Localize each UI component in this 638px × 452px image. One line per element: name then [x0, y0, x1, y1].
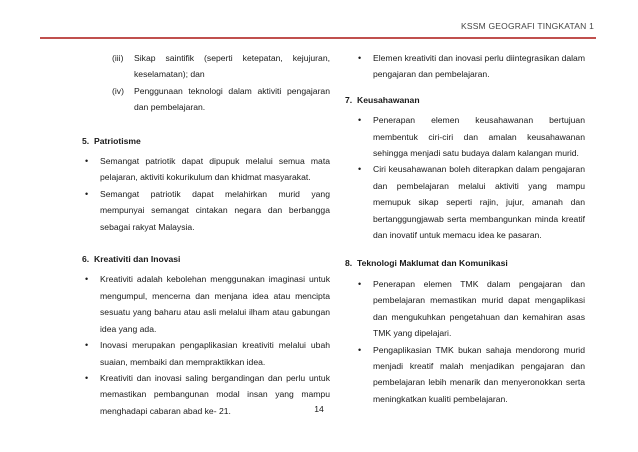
section-title-text: Patriotisme: [94, 135, 141, 146]
section-heading-kreativiti: [82, 251, 330, 267]
bullet-icon: •: [85, 156, 89, 167]
left-column: [82, 50, 330, 419]
section-title-text: Kreativiti dan Inovasi: [94, 254, 181, 265]
bullet-text: Inovasi merupakan pengaplikasian kreativiti melalui ubah suaian, membaiki dan mempraktikkan idea.: [100, 340, 330, 367]
sub-item-number: (iii): [112, 53, 124, 63]
bullet-item: [345, 50, 585, 83]
bullet-item: [345, 112, 585, 161]
section-number: 6.: [82, 254, 90, 265]
bullet-icon: •: [358, 278, 362, 289]
bullet-item: [345, 276, 585, 342]
section-heading-patriotisme: [82, 133, 330, 149]
bullet-icon: •: [358, 53, 362, 63]
bullet-icon: •: [358, 164, 362, 175]
bullet-icon: •: [85, 372, 89, 383]
bullet-text: Kreativiti adalah kebolehan menggunakan imaginasi untuk mengumpul, mencerna dan menjana idea atau mencipta sesuatu yang baharu atau asli melalui ilham atau gabungan idea yang ada.: [100, 274, 330, 334]
section-number: 7.: [345, 94, 353, 105]
bullet-text: Ciri keusahawanan boleh diterapkan dalam pengajaran dan pembelajaran melalui aktiviti yang mampu memupuk sikap seperti rajin, jujur, amanah dan bertanggungjawab serta membangunkan minda kreatif dan inovatif untuk memacu idea ke pasaran.: [373, 164, 585, 241]
bullet-text: Pengaplikasian TMK bukan sahaja mendorong murid menjadi kreatif malah menjadikan pengajaran dan pembelajaran lebih menarik dan menyeronokkan serta meningkatkan kualiti pembelajaran.: [373, 344, 585, 404]
bullet-text: Elemen kreativiti dan inovasi perlu diintegrasikan dalam pengajaran dan pembelajaran.: [373, 53, 585, 80]
bullet-icon: •: [358, 115, 362, 126]
section-title-text: Teknologi Maklumat dan Komunikasi: [357, 258, 508, 269]
page-number: 14: [314, 404, 324, 414]
header-title: KSSM GEOGRAFI TINGKATAN 1: [461, 21, 594, 31]
sub-item-number: (iv): [112, 85, 124, 96]
page-header: [0, 0, 638, 46]
bullet-icon: •: [85, 340, 89, 351]
bullet-text: Penerapan elemen keusahawanan bertujuan membentuk ciri-ciri dan amalan keusahawanan sehingga menjadi satu budaya dalam kalangan murid.: [373, 115, 585, 159]
bullet-item: [345, 342, 585, 408]
sub-item-iii: [82, 50, 330, 83]
right-column: [345, 50, 585, 407]
bullet-text: Kreativiti dan inovasi saling bergandingan dan perlu untuk memastikan pembangunan modal insan yang mampu menghadapi cabaran abad ke- 21.: [100, 372, 330, 416]
bullet-item: [82, 186, 330, 235]
sub-item-iv: [82, 83, 330, 116]
sub-item-text: Sikap saintifik (seperti ketepatan, kejujuran, keselamatan); dan: [134, 53, 330, 80]
section-heading-keusahawanan: [345, 92, 585, 108]
bullet-icon: •: [85, 188, 89, 199]
bullet-icon: •: [85, 274, 89, 285]
bullet-text: Semangat patriotik dapat dipupuk melalui semua mata pelajaran, aktiviti kokurikulum dan khidmat masyarakat.: [100, 156, 330, 183]
section-title-text: Keusahawanan: [357, 94, 420, 105]
bullet-item: [82, 271, 330, 337]
section-heading-tmk: [345, 255, 585, 271]
bullet-item: [82, 153, 330, 186]
bullet-icon: •: [358, 344, 362, 355]
sub-item-text: Penggunaan teknologi dalam aktiviti pengajaran dan pembelajaran.: [134, 85, 330, 113]
bullet-text: Penerapan elemen TMK dalam pengajaran dan pembelajaran memastikan murid dapat mengaplikasi dan mengukuhkan pengetahuan dan kemahiran asas TMK yang dipelajari.: [373, 278, 585, 339]
bullet-item: [345, 161, 585, 243]
bullet-text: Semangat patriotik dapat melahirkan murid yang mempunyai semangat cintakan negara dan berbangga sebagai rakyat Malaysia.: [100, 188, 330, 232]
section-number: 8.: [345, 258, 353, 269]
header-rule: [40, 37, 596, 39]
bullet-item: [82, 337, 330, 370]
section-number: 5.: [82, 135, 90, 146]
